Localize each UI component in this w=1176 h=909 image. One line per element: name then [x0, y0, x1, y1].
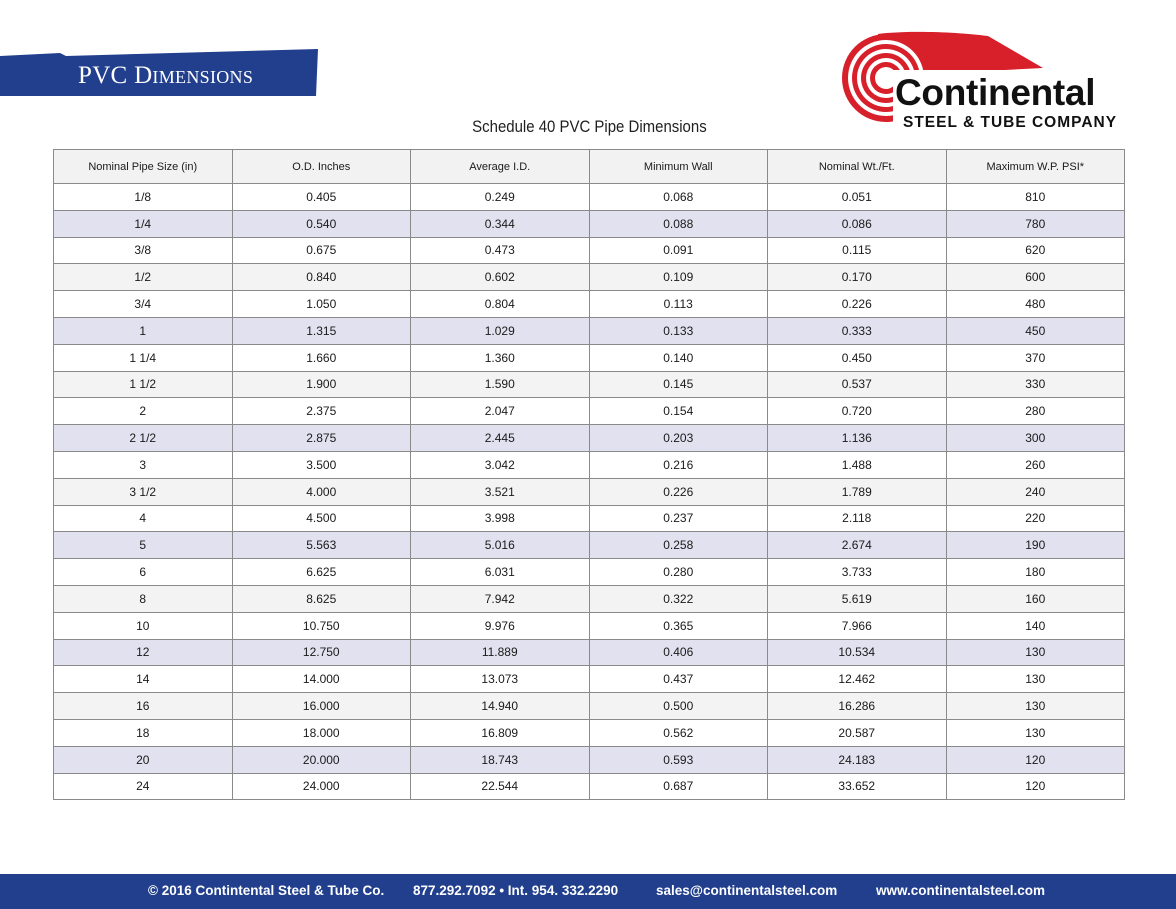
table-row: [54, 210, 1125, 237]
table-cell: 0.091: [589, 237, 768, 264]
table-cell: 3/4: [54, 291, 233, 318]
table-cell: 160: [946, 585, 1125, 612]
table-cell: 12.462: [768, 666, 947, 693]
table-row: [54, 451, 1125, 478]
table-cell: 24.000: [232, 773, 411, 800]
table-row: [54, 184, 1125, 211]
table-row: [54, 505, 1125, 532]
table-cell: 16.000: [232, 693, 411, 720]
table-row: [54, 612, 1125, 639]
table-row: [54, 693, 1125, 720]
table-cell: 0.562: [589, 719, 768, 746]
table-cell: 0.602: [411, 264, 590, 291]
table-cell: 0.216: [589, 451, 768, 478]
table-row: [54, 371, 1125, 398]
table-cell: 24: [54, 773, 233, 800]
table-cell: 130: [946, 639, 1125, 666]
table-cell: 12: [54, 639, 233, 666]
table-row: [54, 746, 1125, 773]
table-cell: 20: [54, 746, 233, 773]
table-cell: 14.940: [411, 693, 590, 720]
table-cell: 120: [946, 746, 1125, 773]
table-cell: 3/8: [54, 237, 233, 264]
table-cell: 0.086: [768, 210, 947, 237]
table-cell: 0.450: [768, 344, 947, 371]
table-cell: 2.445: [411, 425, 590, 452]
column-header: Nominal Wt./Ft.: [768, 150, 947, 184]
table-row: [54, 425, 1125, 452]
table-cell: 16.809: [411, 719, 590, 746]
table-cell: 0.203: [589, 425, 768, 452]
table-cell: 0.804: [411, 291, 590, 318]
table-cell: 8.625: [232, 585, 411, 612]
table-cell: 2.375: [232, 398, 411, 425]
table-cell: 33.652: [768, 773, 947, 800]
table-cell: 240: [946, 478, 1125, 505]
table-cell: 2.118: [768, 505, 947, 532]
column-header: Minimum Wall: [589, 150, 768, 184]
table-row: [54, 398, 1125, 425]
table-row: [54, 264, 1125, 291]
column-header: Nominal Pipe Size (in): [54, 150, 233, 184]
table-cell: 1.590: [411, 371, 590, 398]
table-cell: 0.322: [589, 585, 768, 612]
table-cell: 1 1/4: [54, 344, 233, 371]
table-cell: 0.145: [589, 371, 768, 398]
table-cell: 1.315: [232, 317, 411, 344]
table-cell: 0.437: [589, 666, 768, 693]
table-cell: 13.073: [411, 666, 590, 693]
table-cell: 24.183: [768, 746, 947, 773]
table-cell: 5.563: [232, 532, 411, 559]
table-cell: 0.344: [411, 210, 590, 237]
table-cell: 180: [946, 559, 1125, 586]
table-cell: 130: [946, 693, 1125, 720]
table-cell: 0.593: [589, 746, 768, 773]
table-cell: 3: [54, 451, 233, 478]
table-cell: 4: [54, 505, 233, 532]
table-cell: 18: [54, 719, 233, 746]
table-cell: 1.660: [232, 344, 411, 371]
table-row: [54, 291, 1125, 318]
table-cell: 2.047: [411, 398, 590, 425]
table-row: [54, 719, 1125, 746]
table-cell: 120: [946, 773, 1125, 800]
table-cell: 6.031: [411, 559, 590, 586]
table-cell: 12.750: [232, 639, 411, 666]
table-cell: 0.675: [232, 237, 411, 264]
table-cell: 0.237: [589, 505, 768, 532]
table-cell: 1.360: [411, 344, 590, 371]
column-header: Maximum W.P. PSI*: [946, 150, 1125, 184]
table-cell: 0.068: [589, 184, 768, 211]
table-cell: 1/8: [54, 184, 233, 211]
logo-wordmark: Continental: [895, 72, 1096, 113]
table-cell: 300: [946, 425, 1125, 452]
table-cell: 0.109: [589, 264, 768, 291]
table-cell: 140: [946, 612, 1125, 639]
table-cell: 4.500: [232, 505, 411, 532]
table-row: [54, 237, 1125, 264]
table-cell: 810: [946, 184, 1125, 211]
table-cell: 18.000: [232, 719, 411, 746]
table-cell: 0.226: [589, 478, 768, 505]
table-header-row: [54, 150, 1125, 184]
column-header: O.D. Inches: [232, 150, 411, 184]
footer-email[interactable]: sales@continentalsteel.com: [656, 883, 838, 898]
table-cell: 5: [54, 532, 233, 559]
table-cell: 220: [946, 505, 1125, 532]
table-cell: 6.625: [232, 559, 411, 586]
table-cell: 3.500: [232, 451, 411, 478]
table-title: Schedule 40 PVC Pipe Dimensions: [472, 117, 707, 136]
table-cell: 0.154: [589, 398, 768, 425]
table-cell: 0.365: [589, 612, 768, 639]
table-cell: 0.113: [589, 291, 768, 318]
table-cell: 1.050: [232, 291, 411, 318]
table-cell: 22.544: [411, 773, 590, 800]
table-cell: 370: [946, 344, 1125, 371]
table-cell: 10.750: [232, 612, 411, 639]
table-cell: 130: [946, 666, 1125, 693]
table-cell: 330: [946, 371, 1125, 398]
footer-website[interactable]: www.continentalsteel.com: [876, 883, 1046, 898]
column-header: Average I.D.: [411, 150, 590, 184]
table-cell: 3.042: [411, 451, 590, 478]
table-cell: 280: [946, 398, 1125, 425]
table-row: [54, 344, 1125, 371]
table-cell: 9.976: [411, 612, 590, 639]
table-cell: 0.115: [768, 237, 947, 264]
table-cell: 2: [54, 398, 233, 425]
table-cell: 0.500: [589, 693, 768, 720]
logo-subtitle: STEEL & TUBE COMPANY: [903, 114, 1118, 131]
table-row: [54, 666, 1125, 693]
table-row: [54, 773, 1125, 800]
table-cell: 190: [946, 532, 1125, 559]
table-cell: 7.942: [411, 585, 590, 612]
table-cell: 5.619: [768, 585, 947, 612]
table-row: [54, 585, 1125, 612]
table-cell: 480: [946, 291, 1125, 318]
table-cell: 3.733: [768, 559, 947, 586]
table-cell: 620: [946, 237, 1125, 264]
table-cell: 6: [54, 559, 233, 586]
table-cell: 0.258: [589, 532, 768, 559]
table-cell: 0.720: [768, 398, 947, 425]
table-cell: 14: [54, 666, 233, 693]
table-cell: 1.789: [768, 478, 947, 505]
table-row: [54, 478, 1125, 505]
table-cell: 18.743: [411, 746, 590, 773]
table-cell: 0.088: [589, 210, 768, 237]
table-cell: 10.534: [768, 639, 947, 666]
table-cell: 2 1/2: [54, 425, 233, 452]
table-cell: 1: [54, 317, 233, 344]
table-cell: 7.966: [768, 612, 947, 639]
table-cell: 0.406: [589, 639, 768, 666]
footer-phone: 877.292.7092 • Int. 954. 332.2290: [413, 883, 619, 898]
table-cell: 10: [54, 612, 233, 639]
table-cell: 0.249: [411, 184, 590, 211]
table-cell: 16: [54, 693, 233, 720]
table-cell: 0.170: [768, 264, 947, 291]
table-cell: 780: [946, 210, 1125, 237]
table-cell: 3.998: [411, 505, 590, 532]
table-cell: 16.286: [768, 693, 947, 720]
table-cell: 14.000: [232, 666, 411, 693]
pvc-dimensions-table: [53, 149, 1125, 800]
table-cell: 1.136: [768, 425, 947, 452]
table-cell: 20.000: [232, 746, 411, 773]
table-cell: 20.587: [768, 719, 947, 746]
table-row: [54, 639, 1125, 666]
table-row: [54, 532, 1125, 559]
table-cell: 0.687: [589, 773, 768, 800]
table-cell: 0.473: [411, 237, 590, 264]
table-cell: 450: [946, 317, 1125, 344]
table-cell: 260: [946, 451, 1125, 478]
table-cell: 0.051: [768, 184, 947, 211]
table-cell: 0.140: [589, 344, 768, 371]
table-cell: 0.133: [589, 317, 768, 344]
footer-copyright: © 2016 Contintental Steel & Tube Co.: [148, 883, 385, 898]
table-cell: 5.016: [411, 532, 590, 559]
table-cell: 0.333: [768, 317, 947, 344]
table-cell: 1.029: [411, 317, 590, 344]
table-cell: 2.674: [768, 532, 947, 559]
table-cell: 3.521: [411, 478, 590, 505]
table-cell: 0.226: [768, 291, 947, 318]
table-cell: 0.537: [768, 371, 947, 398]
table-cell: 1.488: [768, 451, 947, 478]
table-cell: 1/2: [54, 264, 233, 291]
table-cell: 11.889: [411, 639, 590, 666]
table-cell: 8: [54, 585, 233, 612]
table-cell: 130: [946, 719, 1125, 746]
table-cell: 0.280: [589, 559, 768, 586]
table-cell: 1.900: [232, 371, 411, 398]
table-cell: 2.875: [232, 425, 411, 452]
table-cell: 1/4: [54, 210, 233, 237]
table-body: [54, 184, 1125, 800]
table-row: [54, 317, 1125, 344]
table-row: [54, 559, 1125, 586]
table-cell: 0.840: [232, 264, 411, 291]
table-cell: 3 1/2: [54, 478, 233, 505]
table-cell: 0.540: [232, 210, 411, 237]
footer-bar: [0, 874, 1176, 909]
table-cell: 0.405: [232, 184, 411, 211]
table-cell: 1 1/2: [54, 371, 233, 398]
table-cell: 4.000: [232, 478, 411, 505]
table-cell: 600: [946, 264, 1125, 291]
page-title: PVC Dimensions: [78, 62, 254, 89]
